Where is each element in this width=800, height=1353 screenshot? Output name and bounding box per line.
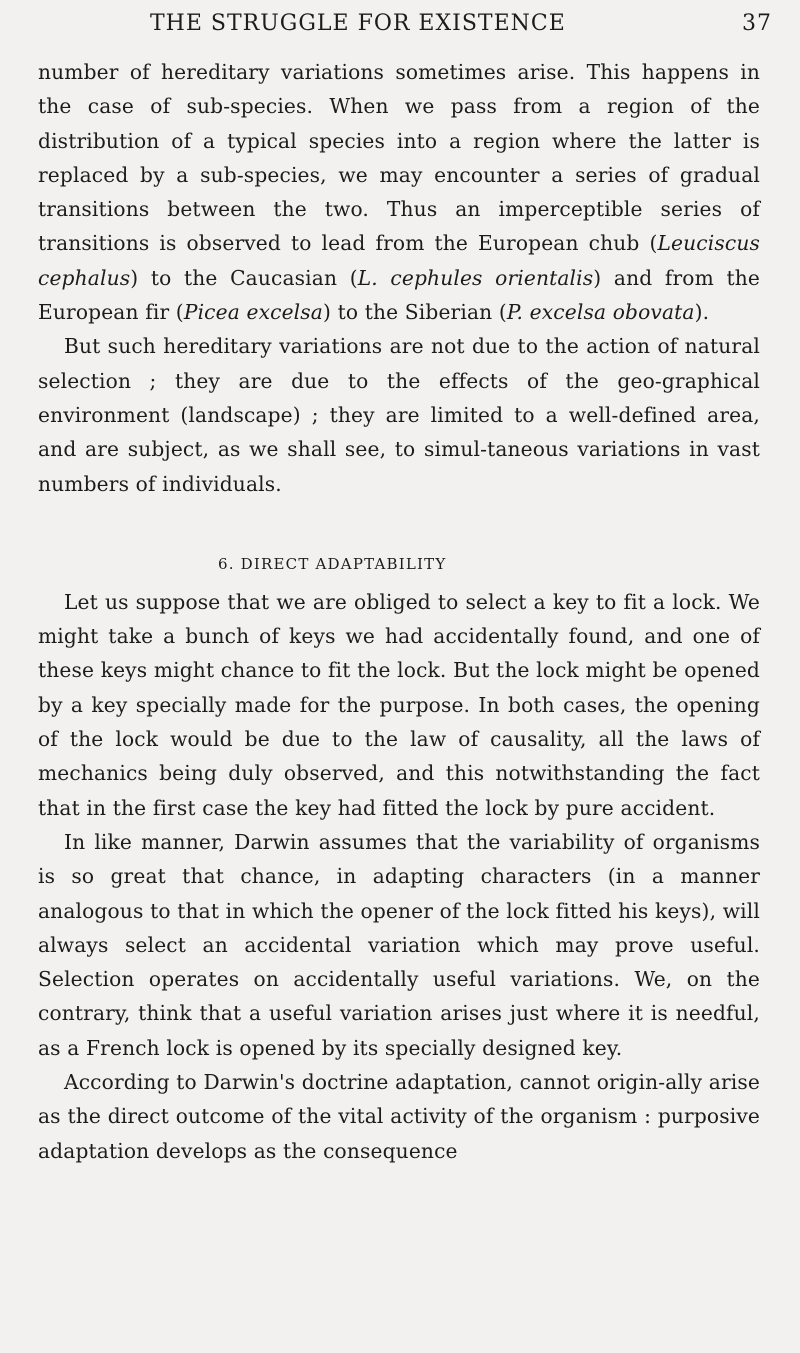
species-name: P. excelsa obovata [506,300,695,325]
paragraph-hereditary-variations: But such hereditary variations are not due to the action of natural selection ; they are due to the effects of the geo-graphical environment (landscape) ; they are limited to a well-defined area, and are subject, as we shall see, to simul-taneous variations in vast numbers of individuals. [38,334,760,496]
section-heading: 6. DIRECT ADAPTABILITY [218,554,447,573]
species-name: Leuciscus cephalus [38,231,760,290]
book-page [38,8,772,1168]
chapter-title: THE STRUGGLE FOR EXISTENCE [150,11,566,36]
species-name: L. cephules orientalis [357,265,594,290]
species-name: Picea excelsa [183,300,323,325]
paragraph-key-lock: Let us suppose that we are obliged to select a key to fit a lock. We might take a bunch of keys we had accidentally found, and one of these keys might chance to fit the lock. But the lock might be opened by a key specially made for the purpose. In both cases, the opening of the lock would be due to the law of causality, all the laws of mechanics being duly observed, and this notwithstanding the fact that in the first case the key had fitted the lock by pure accident. [38,589,760,820]
paragraph-darwin-variability: In like manner, Darwin assumes that the variability of organisms is so great that chance, in adapting characters (in a manner analogous to that in which the opener of the lock fitted his keys), will always select an accidental variation which may prove useful. Selection operates on accidentally useful variations. We, on the contrary, think that a useful variation arises just where it is needful, as a French lock is opened by its specially designed key. [38,829,760,1060]
paragraph-sub-species: number of hereditary variations sometimes arise. This happens in the case of sub-species. When we pass from a region of the distribution of a typical species into a region where the latter is replaced by a sub-species, we may encounter a series of gradual transitions between the two. Thus an imperceptible series of transitions is observed to lead from the European chub (Leuciscus cephalus) to the Caucasian (L. cephules orientalis) and from the European fir (Picea excelsa) to the Siberian (P. excelsa obovata). [38,60,760,325]
page-number: 37 [742,11,772,36]
paragraph-darwin-doctrine: According to Darwin's doctrine adaptation, cannot origin-ally arise as the direct outcome of the vital activity of the organism : purposive adaptation develops as the consequence [38,1070,760,1163]
running-head [38,8,772,40]
